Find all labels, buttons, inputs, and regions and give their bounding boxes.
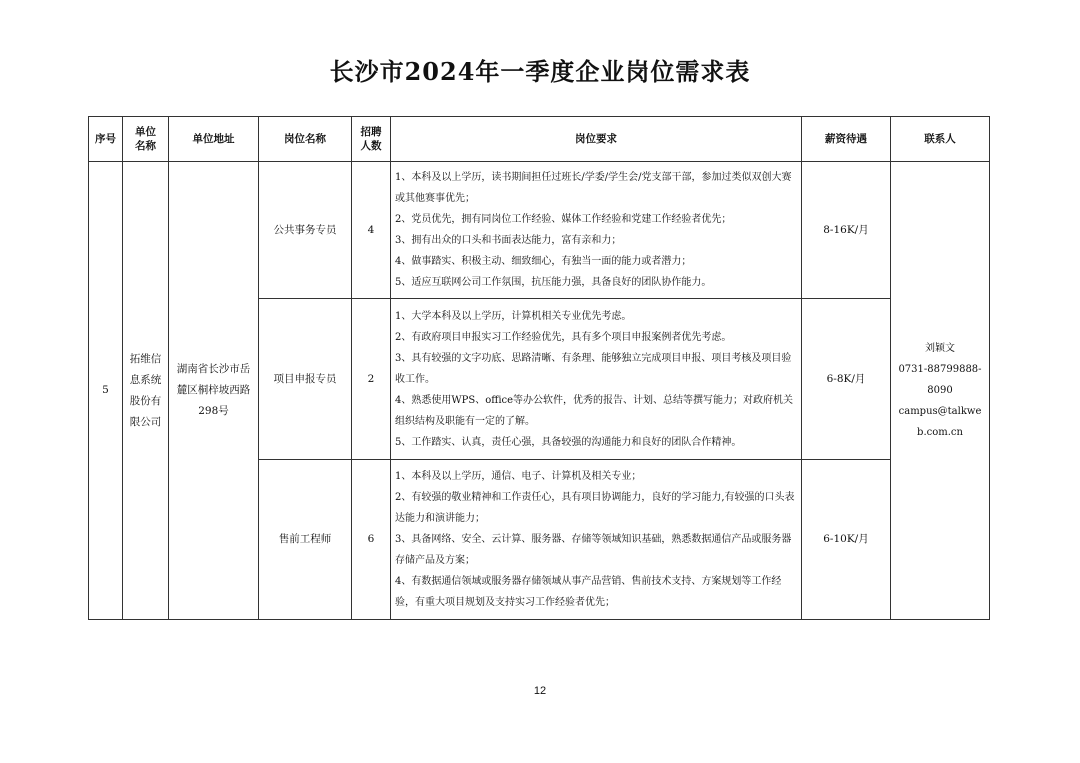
header-seq: 序号 xyxy=(89,117,123,162)
header-position: 岗位名称 xyxy=(259,117,352,162)
header-requirements: 岗位要求 xyxy=(391,117,802,162)
company-seq: 5 xyxy=(89,162,123,620)
position-salary: 6-10K/月 xyxy=(802,460,891,620)
header-company-label: 单位名称 xyxy=(135,126,156,152)
requirement-line: 2、党员优先，拥有同岗位工作经验、媒体工作经验和党建工作经验者优先； xyxy=(395,214,732,225)
header-contact: 联系人 xyxy=(891,117,990,162)
requirement-line: 4、熟悉使用WPS、office等办公软件，优秀的报告、计划、总结等撰写能力；对政府机关组织结构及职能有一定的了解。 xyxy=(395,394,794,427)
table-header-row xyxy=(89,117,990,162)
position-requirements xyxy=(391,162,802,299)
requirement-line: 1、大学本科及以上学历，计算机相关专业优先考虑。 xyxy=(395,310,632,322)
requirement-line: 2、有较强的敬业精神和工作责任心，具有项目协调能力，良好的学习能力,有较强的口头表达能力和演讲能力； xyxy=(395,492,795,524)
requirement-line: 3、拥有出众的口头和书面表达能力，富有亲和力； xyxy=(395,235,622,246)
position-name: 公共事务专员 xyxy=(259,162,352,299)
contact-phone: 0731-88799888-8090 xyxy=(898,364,982,396)
header-count-label: 招聘人数 xyxy=(360,126,382,152)
company-address xyxy=(169,162,259,620)
company-name-text: 拓维信息系统股份有限公司 xyxy=(129,352,162,428)
header-count xyxy=(352,117,391,162)
company-name xyxy=(123,162,169,620)
header-salary: 薪资待遇 xyxy=(802,117,891,162)
requirement-line: 1、本科及以上学历，通信、电子、计算机及相关专业； xyxy=(395,471,642,482)
header-address: 单位地址 xyxy=(169,117,259,162)
requirement-line: 1、本科及以上学历，读书期间担任过班长/学委/学生会/党支部干部，参加过类似双创大赛或其他赛事优先； xyxy=(395,172,792,204)
contact-email: campus@talkweb.com.cn xyxy=(898,406,982,438)
requirement-line: 5、工作踏实、认真，责任心强，具备较强的沟通能力和良好的团队合作精神。 xyxy=(395,436,742,448)
requirement-line: 2、有政府项目申报实习工作经验优先，具有多个项目申报案例者优先考虑。 xyxy=(395,331,732,343)
company-address-text: 湖南省长沙市岳麓区桐梓坡西路298号 xyxy=(176,363,251,417)
document-title: 长沙市2024年一季度企业岗位需求表 xyxy=(329,57,751,86)
position-requirements xyxy=(391,299,802,460)
contact-name: 刘颖文 xyxy=(925,343,955,354)
position-count: 4 xyxy=(352,162,391,299)
position-salary: 6-8K/月 xyxy=(802,299,891,460)
position-requirements xyxy=(391,460,802,620)
requirement-line: 3、具备网络、安全、云计算、服务器、存储等领域知识基础，熟悉数据通信产品或服务器存储产品及方案； xyxy=(395,534,792,566)
requirement-line: 5、适应互联网公司工作氛围，抗压能力强，具备良好的团队协作能力。 xyxy=(395,277,712,288)
position-salary: 8-16K/月 xyxy=(802,162,891,299)
position-name: 项目申报专员 xyxy=(259,299,352,460)
table-row xyxy=(89,162,990,299)
requirement-line: 3、具有较强的文字功底、思路清晰、有条理、能够独立完成项目申报、项目考核及项目验收工作。 xyxy=(395,352,792,385)
position-count: 6 xyxy=(352,460,391,620)
position-count: 2 xyxy=(352,299,391,460)
contact-cell xyxy=(891,162,990,620)
job-demand-table xyxy=(88,116,990,620)
position-name: 售前工程师 xyxy=(259,460,352,620)
requirement-line: 4、有数据通信领域或服务器存储领域从事产品营销、售前技术支持、方案规划等工作经验，有重大项目规划及支持实习工作经验者优先； xyxy=(395,576,782,608)
header-company xyxy=(123,117,169,162)
requirement-line: 4、做事踏实、积极主动、细致细心，有独当一面的能力或者潜力； xyxy=(395,256,692,267)
page-number: 12 xyxy=(533,685,547,697)
